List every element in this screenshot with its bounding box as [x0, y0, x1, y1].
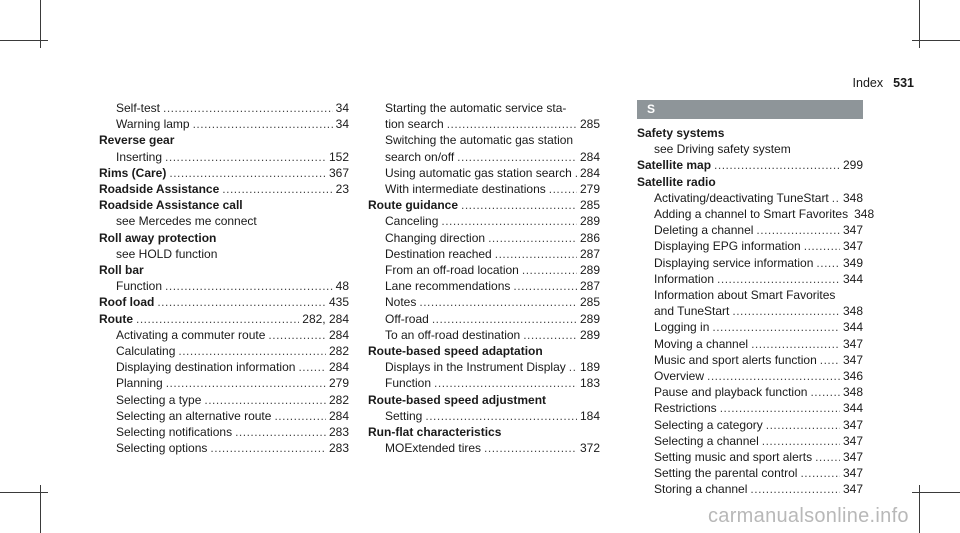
index-sub-entry[interactable]	[368, 165, 600, 181]
entry-text: Reverse gear	[99, 133, 175, 148]
entry-text: Starting the automatic service sta-	[385, 101, 567, 115]
dot-leader	[447, 116, 577, 132]
index-column-3	[637, 100, 875, 498]
page-reference[interactable]: 347	[842, 223, 863, 238]
index-sub-entry[interactable]	[368, 440, 600, 456]
entry-text: Restrictions	[654, 401, 717, 416]
page-reference[interactable]: 282, 284	[302, 311, 349, 326]
page-reference[interactable]: 184	[579, 408, 600, 423]
crop-mark-bottom-right-horizontal	[912, 492, 960, 493]
page-reference[interactable]: 284	[328, 408, 349, 423]
entry-text: Moving a channel	[654, 336, 749, 351]
page-number: 531	[893, 76, 914, 90]
page-reference[interactable]: 289	[579, 327, 600, 342]
page-reference[interactable]: 279	[579, 182, 600, 197]
dot-leader	[800, 465, 840, 481]
entry-text: see Mercedes me connect	[116, 214, 257, 229]
index-sub-entry[interactable]	[99, 408, 349, 424]
entry-text: Planning	[116, 376, 163, 391]
page-reference[interactable]: 285	[579, 117, 600, 132]
index-main-entry[interactable]	[637, 157, 863, 173]
page-reference[interactable]: 284	[579, 149, 600, 164]
entry-text: see Driving safety system	[654, 142, 791, 157]
entry-text: Information about Smart Favorites	[654, 288, 836, 303]
dot-leader	[756, 222, 840, 238]
index-sub-entry[interactable]	[637, 417, 863, 433]
entry-text: Notes	[385, 295, 417, 310]
entry-text: Logging in	[654, 320, 710, 335]
dot-leader	[235, 424, 326, 440]
index-main-entry	[368, 392, 600, 408]
index-sub-entry[interactable]	[368, 262, 600, 278]
page-reference[interactable]: 372	[579, 441, 600, 456]
dot-leader	[425, 408, 577, 424]
page-reference[interactable]: 282	[328, 344, 349, 359]
index-main-entry	[637, 174, 863, 190]
entry-text: Selecting a category	[654, 417, 763, 432]
page-reference[interactable]: 284	[328, 360, 349, 375]
dot-leader	[720, 400, 840, 416]
entry-text: Deleting a channel	[654, 223, 754, 238]
entry-text: Selecting an alternative route	[116, 408, 272, 423]
page-reference[interactable]: 283	[328, 425, 349, 440]
dot-leader	[549, 181, 577, 197]
index-sub-entry	[368, 132, 600, 148]
entry-text: Setting	[385, 408, 423, 423]
entry-text: To an off-road destination	[385, 327, 521, 342]
entry-text: search on/off	[385, 149, 455, 164]
entry-text: Activating a commuter route	[116, 327, 266, 342]
entry-text: Roadside Assistance call	[99, 198, 243, 213]
index-main-entry	[637, 125, 863, 141]
index-sub-entry[interactable]	[637, 319, 863, 335]
dot-leader	[523, 327, 577, 343]
entry-text: Satellite radio	[637, 174, 716, 189]
entry-text: Route guidance	[368, 198, 459, 213]
dot-leader	[210, 440, 326, 456]
index-sub-entry[interactable]	[368, 213, 600, 229]
index-sub-entry[interactable]	[368, 359, 600, 375]
index-main-entry	[368, 424, 600, 440]
index-sub-entry[interactable]	[368, 230, 600, 246]
page-reference[interactable]: 347	[842, 433, 863, 448]
crop-mark-top-right-horizontal	[912, 40, 960, 41]
dot-leader	[274, 408, 326, 424]
entry-text: Switching the automatic gas station	[385, 133, 574, 148]
entry-text: Satellite map	[637, 158, 712, 173]
dot-leader	[298, 359, 326, 375]
page-reference[interactable]: 284	[328, 327, 349, 342]
entry-text: Run-flat characteristics	[368, 425, 502, 440]
watermark: carmanualsonline.info	[708, 505, 909, 527]
index-sub-entry[interactable]	[637, 400, 863, 416]
entry-text: Displaying destination information	[116, 360, 296, 375]
page-reference[interactable]: 285	[579, 198, 600, 213]
dot-leader	[762, 433, 840, 449]
index-main-entry[interactable]	[99, 294, 349, 310]
index-column-2	[368, 100, 600, 456]
index-sub-entry[interactable]	[368, 278, 600, 294]
dot-leader	[488, 230, 577, 246]
index-main-entry	[368, 343, 600, 359]
page-reference[interactable]: 348	[842, 304, 863, 319]
index-sub-entry[interactable]	[637, 352, 863, 368]
dot-leader	[169, 165, 326, 181]
dot-leader	[712, 319, 840, 335]
page-reference[interactable]: 347	[842, 466, 863, 481]
entry-text: Roll away protection	[99, 230, 217, 245]
dot-leader	[820, 352, 840, 368]
index-sub-entry[interactable]	[99, 149, 349, 165]
dot-leader	[804, 238, 840, 254]
index-sub-entry[interactable]	[637, 368, 863, 384]
dot-leader	[165, 149, 326, 165]
dot-leader	[522, 262, 577, 278]
index-sub-entry[interactable]	[637, 449, 863, 465]
dot-leader	[434, 375, 577, 391]
dot-leader	[157, 294, 326, 310]
entry-text: Storing a channel	[654, 482, 748, 497]
entry-text: Route	[99, 311, 133, 326]
entry-text: Roof load	[99, 295, 155, 310]
dot-leader	[750, 481, 840, 497]
dot-leader	[810, 384, 840, 400]
index-sub-entry[interactable]	[637, 433, 863, 449]
entry-text: Destination reached	[385, 246, 492, 261]
page-reference[interactable]: 283	[328, 441, 349, 456]
entry-text: Canceling	[385, 214, 439, 229]
dot-leader	[204, 392, 326, 408]
page-reference[interactable]: 34	[335, 117, 349, 132]
dot-leader	[717, 271, 840, 287]
dot-leader	[513, 278, 577, 294]
index-main-entry	[99, 197, 349, 213]
entry-text: Inserting	[116, 149, 163, 164]
page-reference[interactable]: 347	[842, 482, 863, 497]
page-reference[interactable]: 286	[579, 230, 600, 245]
page-reference[interactable]: 348	[842, 190, 863, 205]
entry-text: Self-test	[116, 101, 161, 115]
entry-text: Function	[385, 376, 432, 391]
dot-leader	[484, 440, 577, 456]
page-reference[interactable]: 152	[328, 149, 349, 164]
index-sub-entry[interactable]	[637, 465, 863, 481]
index-sub-entry[interactable]	[637, 271, 863, 287]
index-sub-entry[interactable]	[637, 255, 863, 271]
dot-leader	[268, 327, 326, 343]
index-sub-entry[interactable]	[99, 375, 349, 391]
entry-text: Off-road	[385, 311, 429, 326]
entry-text: Activating/deactivating TuneStart	[654, 190, 829, 205]
entry-text: Adding a channel to Smart Favorites	[654, 207, 849, 222]
header-label: Index	[852, 76, 884, 90]
dot-leader	[495, 246, 577, 262]
dot-leader	[165, 278, 333, 294]
entry-text: Calculating	[116, 344, 176, 359]
page-reference[interactable]: 349	[842, 255, 863, 270]
dot-leader	[432, 311, 577, 327]
page-reference[interactable]: 347	[842, 336, 863, 351]
index-sub-entry[interactable]	[637, 384, 863, 400]
page-reference[interactable]: 289	[579, 263, 600, 278]
page-reference[interactable]: 287	[579, 246, 600, 261]
entry-text: Selecting a channel	[654, 433, 759, 448]
entry-text: Overview	[654, 369, 705, 384]
crop-mark-top-left-horizontal	[0, 40, 48, 41]
entry-text: Roadside Assistance	[99, 182, 220, 197]
entry-text: Setting music and sport alerts	[654, 450, 813, 465]
crop-mark-bottom-left-horizontal	[0, 492, 48, 493]
page-reference[interactable]: 48	[335, 279, 349, 294]
entry-text: From an off-road location	[385, 263, 519, 278]
page-reference[interactable]: 23	[335, 182, 349, 197]
dot-leader	[569, 359, 577, 375]
page-reference[interactable]: 344	[842, 271, 863, 286]
index-sub-entry[interactable]	[99, 100, 349, 116]
entry-text: Information	[654, 271, 715, 286]
dot-leader	[441, 213, 577, 229]
index-sub-entry[interactable]	[99, 392, 349, 408]
page-reference[interactable]: 282	[328, 392, 349, 407]
page-reference[interactable]: 347	[842, 450, 863, 465]
page-reference[interactable]: 435	[328, 295, 349, 310]
page-reference[interactable]: 183	[579, 376, 600, 391]
entry-text: Roll bar	[99, 263, 144, 278]
index-sub-entry[interactable]	[368, 181, 600, 197]
entry-text: Rims (Care)	[99, 165, 167, 180]
index-sub-entry[interactable]	[368, 311, 600, 327]
entry-text: Setting the parental control	[654, 466, 798, 481]
index-sub-entry[interactable]	[368, 149, 600, 165]
dot-leader	[136, 311, 299, 327]
dot-leader	[714, 157, 840, 173]
page-reference[interactable]: 347	[842, 239, 863, 254]
index-sub-entry[interactable]	[637, 481, 863, 497]
page-reference[interactable]: 367	[328, 165, 349, 180]
index-sub-entry	[368, 100, 600, 116]
page-reference[interactable]: 189	[579, 360, 600, 375]
page-reference[interactable]: 299	[842, 158, 863, 173]
page-reference[interactable]: 289	[579, 311, 600, 326]
entry-text: Selecting notifications	[116, 425, 233, 440]
page-reference[interactable]: 344	[842, 320, 863, 335]
dot-leader	[166, 375, 326, 391]
page-reference[interactable]: 284	[579, 165, 600, 180]
dot-leader	[766, 417, 840, 433]
page-reference[interactable]: 348	[854, 207, 875, 222]
index-sub-entry[interactable]	[99, 116, 349, 132]
index-sub-entry[interactable]	[368, 408, 600, 424]
index-sub-entry[interactable]	[99, 327, 349, 343]
index-main-entry[interactable]	[368, 197, 600, 213]
entry-text: and TuneStart	[654, 304, 730, 319]
entry-text: Function	[116, 279, 163, 294]
entry-text: Music and sport alerts function	[654, 352, 817, 367]
page-reference[interactable]: 344	[842, 401, 863, 416]
page-reference[interactable]: 347	[842, 417, 863, 432]
index-column-1	[99, 100, 349, 456]
index-sub-entry[interactable]	[368, 116, 600, 132]
page-header	[853, 76, 914, 90]
dot-leader	[457, 149, 577, 165]
index-sub-entry[interactable]	[637, 206, 875, 222]
index-sub-entry[interactable]	[637, 190, 863, 206]
entry-text: Warning lamp	[116, 117, 190, 132]
index-sub-entry[interactable]	[637, 303, 863, 319]
entry-text: Displaying EPG information	[654, 239, 801, 254]
page-reference[interactable]: 285	[579, 295, 600, 310]
index-sub-entry	[637, 141, 863, 157]
entry-text: MOExtended tires	[385, 441, 482, 456]
index-sub-entry[interactable]	[99, 440, 349, 456]
index-sub-entry[interactable]	[637, 238, 863, 254]
entry-text: Lane recommendations	[385, 279, 511, 294]
entry-text: Changing direction	[385, 230, 486, 245]
page-reference[interactable]: 34	[335, 101, 349, 115]
index-main-entry[interactable]	[99, 311, 349, 327]
page-reference[interactable]: 287	[579, 279, 600, 294]
index-sub-entry[interactable]	[637, 336, 863, 352]
entry-text: Selecting a type	[116, 392, 202, 407]
index-sub-entry[interactable]	[99, 424, 349, 440]
index-main-entry[interactable]	[99, 181, 349, 197]
dot-leader	[815, 449, 840, 465]
entry-text: Displaying service information	[654, 255, 814, 270]
dot-leader	[178, 343, 326, 359]
page-reference[interactable]: 346	[842, 369, 863, 384]
index-main-entry[interactable]	[99, 165, 349, 181]
dot-leader	[193, 116, 333, 132]
index-main-entry	[99, 262, 349, 278]
dot-leader	[832, 190, 840, 206]
dot-leader	[163, 100, 333, 116]
index-sub-entry	[637, 287, 863, 303]
dot-leader	[461, 197, 577, 213]
entry-text: tion search	[385, 117, 444, 132]
entry-text: Pause and playback function	[654, 385, 808, 400]
index-sub-entry[interactable]	[637, 222, 863, 238]
page-reference[interactable]: 279	[328, 376, 349, 391]
index-sub-entry[interactable]	[99, 278, 349, 294]
page-reference[interactable]: 348	[842, 385, 863, 400]
entry-text: Using automatic gas station search	[385, 165, 572, 180]
section-letter: S	[637, 100, 863, 119]
entry-text: see HOLD function	[116, 246, 218, 261]
dot-leader	[751, 336, 840, 352]
index-sub-entry[interactable]	[99, 343, 349, 359]
index-main-entry	[99, 132, 349, 148]
index-sub-entry[interactable]	[368, 246, 600, 262]
dot-leader	[575, 165, 577, 181]
entry-text: Selecting options	[116, 441, 208, 456]
index-sub-entry[interactable]	[368, 327, 600, 343]
index-main-entry	[99, 230, 349, 246]
entry-text: Route-based speed adaptation	[368, 344, 543, 359]
index-sub-entry[interactable]	[368, 375, 600, 391]
entry-text: Safety systems	[637, 126, 725, 140]
dot-leader	[816, 255, 840, 271]
dot-leader	[707, 368, 840, 384]
entry-text: Displays in the Instrument Display	[385, 360, 566, 375]
index-sub-entry	[99, 246, 349, 262]
index-sub-entry	[99, 213, 349, 229]
index-sub-entry[interactable]	[99, 359, 349, 375]
page-reference[interactable]: 289	[579, 214, 600, 229]
dot-leader	[222, 181, 332, 197]
index-sub-entry[interactable]	[368, 294, 600, 310]
dot-leader	[419, 294, 577, 310]
entry-text: Route-based speed adjustment	[368, 392, 547, 407]
entry-text: With intermediate destinations	[385, 182, 546, 197]
dot-leader	[732, 303, 840, 319]
page-reference[interactable]: 347	[842, 352, 863, 367]
